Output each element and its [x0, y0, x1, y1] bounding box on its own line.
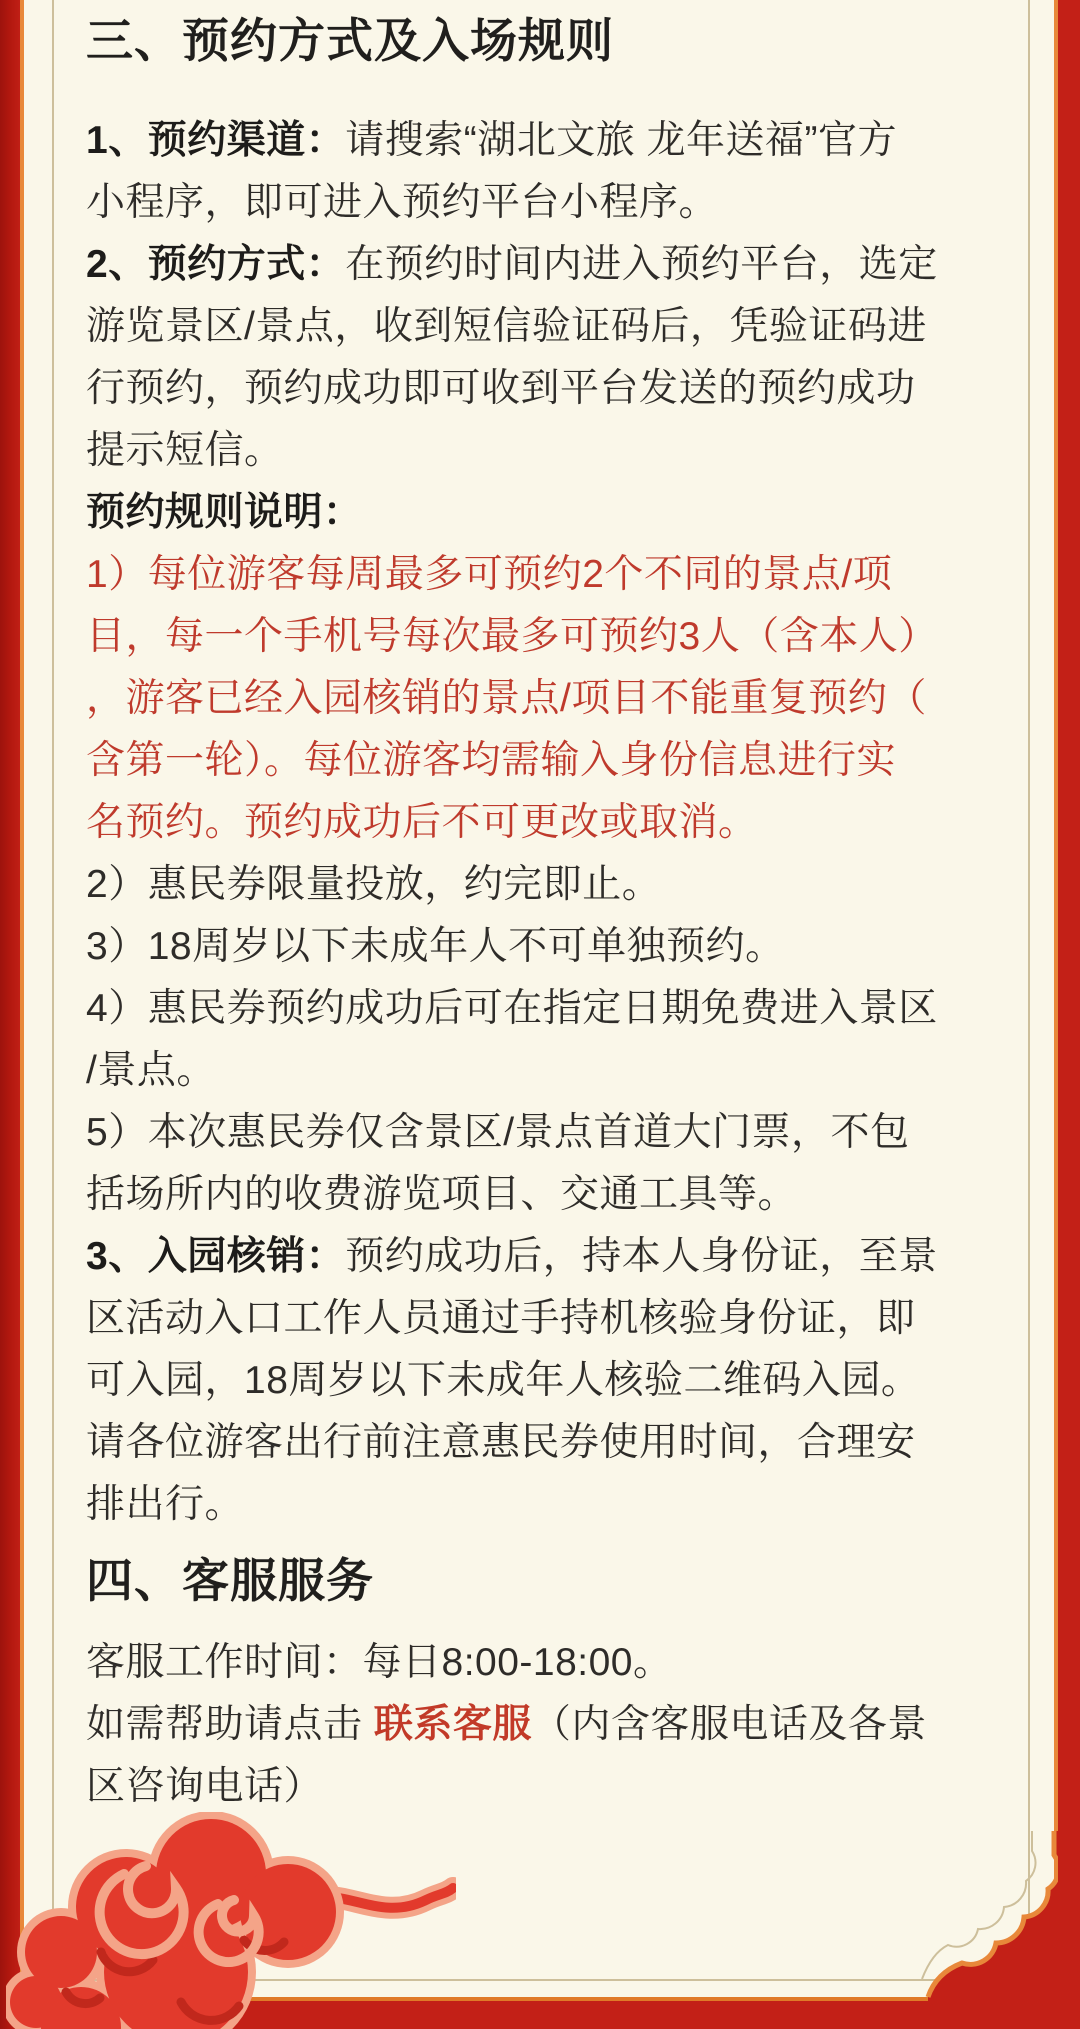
text-line — [86, 234, 1054, 296]
text-line — [86, 1164, 1054, 1226]
text-line-rule-red — [86, 606, 1054, 668]
line-label: 1、预约渠道： — [86, 119, 346, 162]
line-text: 排出行。 — [86, 1483, 245, 1526]
text-line — [86, 854, 1054, 916]
auspicious-cloud-decoration — [6, 1812, 456, 2029]
line-text: 客服工作时间：每日8:00-18:00。 — [86, 1641, 673, 1684]
line-text: 5）本次惠民券仅含景区/景点首道大门票，不包 — [86, 1111, 910, 1154]
text-line — [86, 1412, 1054, 1474]
text-line — [86, 1226, 1054, 1288]
line-text: 如需帮助请点击 — [86, 1703, 374, 1746]
text-line — [86, 1102, 1054, 1164]
text-line — [86, 916, 1054, 978]
line-text: （内含客服电话及各景 — [531, 1703, 927, 1746]
section-title-customer-service: 四、客服服务 — [86, 1554, 374, 1607]
section-title-reservation-rules: 三、预约方式及入场规则 — [86, 14, 614, 67]
text-line — [86, 110, 1054, 172]
line-text: ，游客已经入园核销的景点/项目不能重复预约（ — [86, 677, 927, 720]
line-text: 行预约，预约成功即可收到平台发送的预约成功 — [86, 367, 916, 410]
text-line — [86, 172, 1054, 234]
line-text: 请各位游客出行前注意惠民券使用时间，合理安 — [86, 1421, 916, 1464]
service-help-line2 — [86, 1756, 1054, 1818]
scalloped-corner-decoration — [908, 1831, 1058, 2001]
text-line-rule-red — [86, 792, 1054, 854]
line-text: 目，每一个手机号每次最多可预约3人（含本人） — [86, 615, 938, 658]
line-text: 区活动入口工作人员通过手持机核验身份证，即 — [86, 1297, 916, 1340]
line-text: 在预约时间内进入预约平台，选定 — [345, 243, 938, 286]
line-text: 区咨询电话） — [86, 1765, 324, 1808]
line-text: 名预约。预约成功后不可更改或取消。 — [86, 801, 758, 844]
line-text: 含第一轮）。每位游客均需输入身份信息进行实 — [86, 739, 897, 782]
line-text: 请搜索“湖北文旅 龙年送福”官方 — [345, 119, 898, 162]
line-label: 3、入园核销： — [86, 1235, 346, 1278]
text-line-rules-title — [86, 482, 1054, 544]
text-line — [86, 358, 1054, 420]
line-text: 可入园，18周岁以下未成年人核验二维码入园。 — [86, 1359, 921, 1402]
line-text: 游览景区/景点，收到短信验证码后，凭验证码进 — [86, 305, 927, 348]
line-text: /景点。 — [86, 1049, 216, 1092]
text-line — [86, 1474, 1054, 1536]
line-text: 小程序，即可进入预约平台小程序。 — [86, 181, 719, 224]
text-line-rule-red — [86, 668, 1054, 730]
text-line-rule-red — [86, 730, 1054, 792]
line-text: 1）每位游客每周最多可预约2个不同的景点/项 — [86, 553, 893, 596]
text-line — [86, 296, 1054, 358]
line-text: 提示短信。 — [86, 429, 284, 472]
text-line — [86, 1350, 1054, 1412]
contact-support-link[interactable]: 联系客服 — [373, 1703, 532, 1746]
text-line-rule-red — [86, 544, 1054, 606]
line-text: 括场所内的收费游览项目、交通工具等。 — [86, 1173, 798, 1216]
service-hours-line — [86, 1632, 1054, 1694]
service-help-line — [86, 1694, 1054, 1756]
line-text: 3）18周岁以下未成年人不可单独预约。 — [86, 925, 785, 968]
notice-content — [24, 0, 1054, 1818]
text-line — [86, 420, 1054, 482]
text-line — [86, 1288, 1054, 1350]
text-line — [86, 1040, 1054, 1102]
line-text: 预约规则说明： — [86, 491, 363, 534]
notice-card — [20, 0, 1058, 2001]
line-text: 4）惠民券预约成功后可在指定日期免费进入景区 — [86, 987, 938, 1030]
line-label: 2、预约方式： — [86, 243, 346, 286]
line-text: 2）惠民券限量投放，约完即止。 — [86, 863, 662, 906]
text-line — [86, 978, 1054, 1040]
line-text: 预约成功后，持本人身份证，至景 — [345, 1235, 938, 1278]
